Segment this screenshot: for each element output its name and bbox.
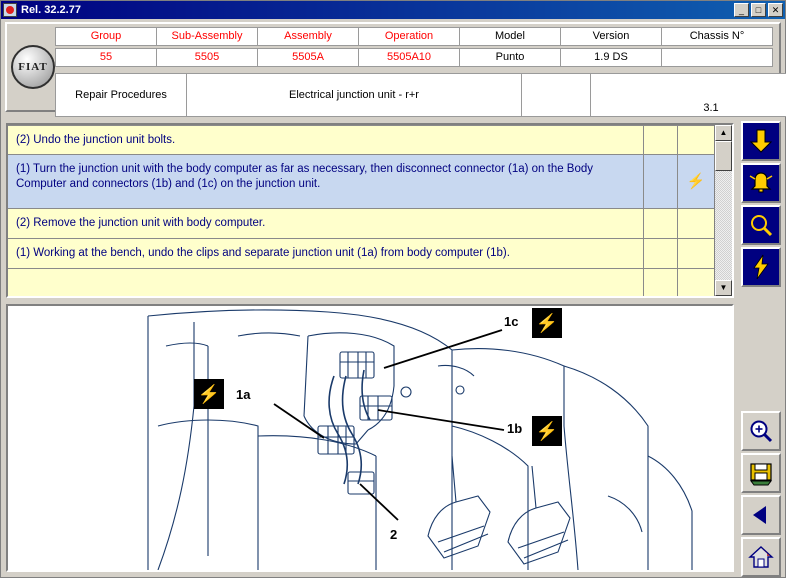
fiat-logo: FIAT	[11, 45, 55, 89]
scroll-thumb[interactable]	[715, 141, 732, 171]
toolbar-top	[741, 121, 783, 289]
step-row-2[interactable]	[8, 155, 714, 209]
callout-1a: 1a	[236, 387, 251, 402]
lightning-button[interactable]	[741, 247, 781, 287]
scroll-down-button[interactable]: ▼	[715, 280, 732, 296]
step-col-3	[678, 239, 714, 268]
lightning-icon: ⚡	[535, 421, 559, 441]
search-button[interactable]	[741, 205, 781, 245]
label-operation: Operation	[358, 27, 460, 46]
label-chassis: Chassis N°	[661, 27, 773, 46]
value-operation[interactable]: 5505A10	[358, 48, 460, 67]
header-fields	[55, 27, 786, 114]
steps-vertical-scrollbar[interactable]	[714, 125, 732, 296]
label-group: Group	[55, 27, 157, 46]
value-assembly[interactable]: 5505A	[257, 48, 359, 67]
scroll-up-button[interactable]: ▲	[715, 125, 732, 141]
logo-cell	[11, 27, 55, 106]
window-controls	[734, 3, 783, 17]
lightning-badge-1b[interactable]	[532, 416, 562, 446]
scroll-track[interactable]	[715, 171, 732, 280]
bell-icon	[748, 170, 774, 196]
step-text: (2) Undo the junction unit bolts.	[8, 126, 644, 154]
procedure-row	[55, 73, 786, 117]
lightning-icon	[750, 254, 772, 280]
lightning-icon: ⚡	[197, 384, 221, 404]
step-text: (1) Turn the junction unit with the body computer as far as necessary, then disconnect connector (1a) on the Body Computer and connectors (1b) and (1c) on the junction unit.	[8, 155, 644, 208]
step-row-1[interactable]	[8, 125, 714, 155]
step-col-2	[644, 209, 678, 238]
step-row-3[interactable]	[8, 209, 714, 239]
step-col-2	[644, 239, 678, 268]
step-text: (1) Working at the bench, undo the clips and separate junction unit (1a) from body computer (1b).	[8, 239, 644, 268]
step-col-2	[644, 155, 678, 208]
close-button[interactable]: ✕	[768, 3, 783, 17]
empty-col-2	[644, 269, 678, 296]
home-icon	[748, 545, 774, 569]
toolbar-bottom	[741, 411, 783, 579]
procedure-steps-list	[8, 125, 714, 296]
alert-bell-button[interactable]	[741, 163, 781, 203]
header-panel	[5, 22, 781, 112]
save-button[interactable]	[741, 453, 781, 493]
zoom-in-button[interactable]	[741, 411, 781, 451]
left-arrow-icon	[750, 504, 772, 526]
callout-2: 2	[390, 527, 398, 542]
maximize-button[interactable]: □	[751, 3, 766, 17]
value-version[interactable]: 1.9 DS	[560, 48, 662, 67]
value-chassis[interactable]	[661, 48, 773, 67]
header-labels-row	[55, 27, 786, 46]
step-col-2	[644, 126, 678, 154]
home-button[interactable]	[741, 537, 781, 577]
callout-1c: 1c	[504, 314, 519, 329]
diagram-canvas	[8, 306, 732, 570]
download-arrow-button[interactable]	[741, 121, 781, 161]
lightning-badge-1a[interactable]	[194, 379, 224, 409]
step-col-3[interactable]	[678, 155, 714, 208]
empty-col-3	[678, 269, 714, 296]
lightning-icon: ⚡	[686, 173, 706, 190]
step-row-4[interactable]	[8, 239, 714, 269]
blank-cell	[521, 73, 591, 117]
app-icon	[3, 3, 17, 17]
label-model: Model	[459, 27, 561, 46]
value-sub-assembly[interactable]: 5505	[156, 48, 258, 67]
revision-cell: 3.1	[590, 73, 786, 117]
label-version: Version	[560, 27, 662, 46]
back-button[interactable]	[741, 495, 781, 535]
empty-col-1	[8, 269, 644, 296]
value-model[interactable]: Punto	[459, 48, 561, 67]
zoom-in-icon	[748, 418, 774, 444]
procedure-steps-pane	[6, 123, 734, 298]
down-arrow-icon	[750, 128, 772, 154]
floppy-icon	[748, 460, 774, 486]
lightning-icon: ⚡	[535, 313, 559, 333]
value-group[interactable]: 55	[55, 48, 157, 67]
lightning-badge-1c[interactable]	[532, 308, 562, 338]
title-bar	[1, 1, 785, 19]
callout-1b: 1b	[507, 421, 523, 436]
step-text: (2) Remove the junction unit with body computer.	[8, 209, 644, 238]
repair-procedures-cell[interactable]: Repair Procedures	[55, 73, 187, 117]
diagram-pane[interactable]	[6, 304, 734, 572]
step-col-3	[678, 126, 714, 154]
header-values-row	[55, 48, 786, 67]
step-col-3	[678, 209, 714, 238]
minimize-button[interactable]: _	[734, 3, 749, 17]
label-sub-assembly: Sub-Assembly	[156, 27, 258, 46]
magnifier-icon	[749, 213, 773, 237]
window-title: Rel. 32.2.77	[21, 4, 81, 16]
steps-empty-area	[8, 269, 714, 296]
label-assembly: Assembly	[257, 27, 359, 46]
operation-description: Electrical junction unit - r+r	[186, 73, 522, 117]
junction-unit-illustration	[8, 306, 732, 570]
